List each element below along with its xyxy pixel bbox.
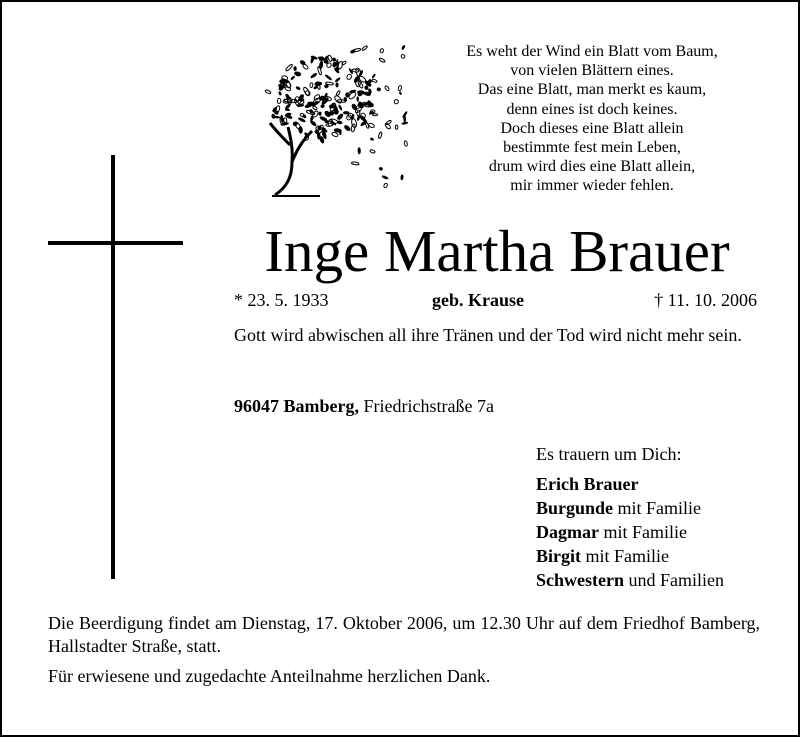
- falling-leaf: [370, 137, 375, 141]
- leaf: [310, 72, 318, 79]
- falling-leaf: [384, 123, 391, 130]
- mourner-suffix: mit Familie: [585, 546, 669, 566]
- leaf: [338, 104, 343, 111]
- cross-icon: [111, 155, 115, 579]
- address: [234, 396, 494, 417]
- leaf: [324, 74, 332, 81]
- poem-line: Doch dieses eine Blatt allein: [500, 119, 684, 137]
- leaf: [278, 91, 282, 96]
- falling-leaf: [372, 79, 378, 83]
- poem-line: mir immer wieder fehlen.: [510, 177, 674, 195]
- funeral-notice: Die Beerdigung findet am Dienstag, 17. Oktober 2006, um 12.30 Uhr auf dem Friedhof Bamberg, Hallstadter Straße, statt.: [48, 613, 760, 656]
- leaf: [265, 89, 271, 94]
- leaf: [283, 118, 287, 123]
- mourner-item: [536, 568, 724, 592]
- mourner-name: Birgit: [536, 546, 581, 566]
- leaf: [273, 105, 280, 115]
- poem-line: von vielen Blättern eines.: [510, 62, 674, 80]
- mourner-item: [536, 544, 724, 568]
- poem-line: denn eines ist doch keines.: [506, 100, 678, 118]
- falling-leaf: [351, 162, 359, 166]
- leaf: [293, 66, 296, 71]
- mourner-name: Burgunde: [536, 498, 614, 518]
- falling-leaf: [376, 87, 381, 92]
- falling-leaf: [379, 167, 384, 172]
- leaf: [325, 82, 333, 85]
- falling-leaf: [370, 149, 376, 153]
- windblown-tree-icon: [242, 27, 412, 202]
- falling-leaf: [401, 44, 406, 50]
- mourner-name: Erich Brauer: [536, 474, 639, 494]
- falling-leaf: [353, 48, 361, 52]
- falling-leaf: [372, 114, 377, 116]
- leaf: [334, 77, 341, 83]
- falling-leaf: [383, 183, 388, 188]
- falling-leaf: [384, 85, 390, 91]
- leaf: [310, 115, 315, 122]
- death-date: † 11. 10. 2006: [654, 290, 757, 310]
- falling-leaf: [371, 73, 376, 79]
- leaf: [304, 90, 311, 97]
- leaf: [348, 91, 357, 100]
- birth-date: * 23. 5. 1933: [234, 290, 329, 310]
- address-city: 96047 Bamberg,: [234, 396, 359, 416]
- falling-leaf: [380, 48, 384, 53]
- leaf: [346, 73, 352, 80]
- leaf: [285, 64, 293, 72]
- poem-line: drum wird dies eine Blatt allein,: [488, 158, 696, 176]
- cross-icon-bar: [48, 241, 183, 245]
- leaf: [356, 96, 358, 102]
- leaf: [358, 75, 367, 83]
- mourner-name: Dagmar: [536, 522, 599, 542]
- falling-leaf: [379, 58, 386, 63]
- falling-leaf: [365, 122, 369, 128]
- falling-leaf: [381, 175, 389, 180]
- mourner-item: [536, 472, 724, 496]
- falling-leaf: [399, 91, 403, 95]
- mourner-item: [536, 520, 724, 544]
- maiden-name: geb. Krause: [432, 290, 524, 310]
- deceased-name: Inge Martha Brauer: [264, 218, 730, 284]
- leaf: [295, 86, 301, 91]
- mourner-item: [536, 496, 724, 520]
- leaf: [318, 60, 323, 69]
- falling-leaf: [357, 110, 360, 116]
- leaf: [319, 112, 322, 116]
- thanks-note: Für erwiesene und zugedachte Anteilnahme herzlichen Dank.: [48, 666, 491, 686]
- leaf: [312, 106, 317, 111]
- poem-line: Es weht der Wind ein Blatt vom Baum,: [466, 43, 718, 60]
- address-street: Friedrichstraße 7a: [363, 396, 494, 416]
- falling-leaf: [403, 116, 406, 123]
- leaf: [302, 63, 309, 69]
- falling-leaf: [400, 174, 404, 180]
- mourner-suffix: mit Familie: [617, 498, 702, 518]
- poem: [422, 42, 762, 196]
- mourner-suffix: mit Familie: [603, 522, 687, 542]
- falling-leaf: [398, 85, 402, 91]
- leaf: [294, 121, 302, 130]
- leaf: [290, 75, 296, 81]
- falling-leaf: [395, 125, 398, 129]
- leaf: [310, 83, 313, 88]
- bible-verse: Gott wird abwischen all ihre Tränen und der Tod wird nicht mehr sein.: [234, 325, 742, 345]
- leaf: [336, 90, 341, 96]
- poem-line: Das eine Blatt, man merkt es kaum,: [477, 81, 707, 99]
- falling-leaf: [394, 100, 398, 104]
- mourners-intro: Es trauern um Dich:: [536, 444, 682, 464]
- leaf: [351, 103, 359, 112]
- falling-leaf: [357, 147, 360, 154]
- falling-leaf: [404, 141, 408, 147]
- mourner-suffix: und Familien: [628, 570, 724, 590]
- leaf: [343, 124, 351, 132]
- mourners-list: [536, 472, 724, 592]
- leaf: [300, 113, 306, 118]
- mourner-name: Schwestern: [536, 570, 624, 590]
- falling-leaf: [362, 45, 368, 51]
- leaf: [277, 98, 280, 103]
- falling-leaf: [378, 132, 383, 139]
- poem-line: bestimmte fest mein Leben,: [503, 139, 681, 157]
- leaf: [335, 82, 338, 87]
- falling-leaf: [400, 54, 405, 59]
